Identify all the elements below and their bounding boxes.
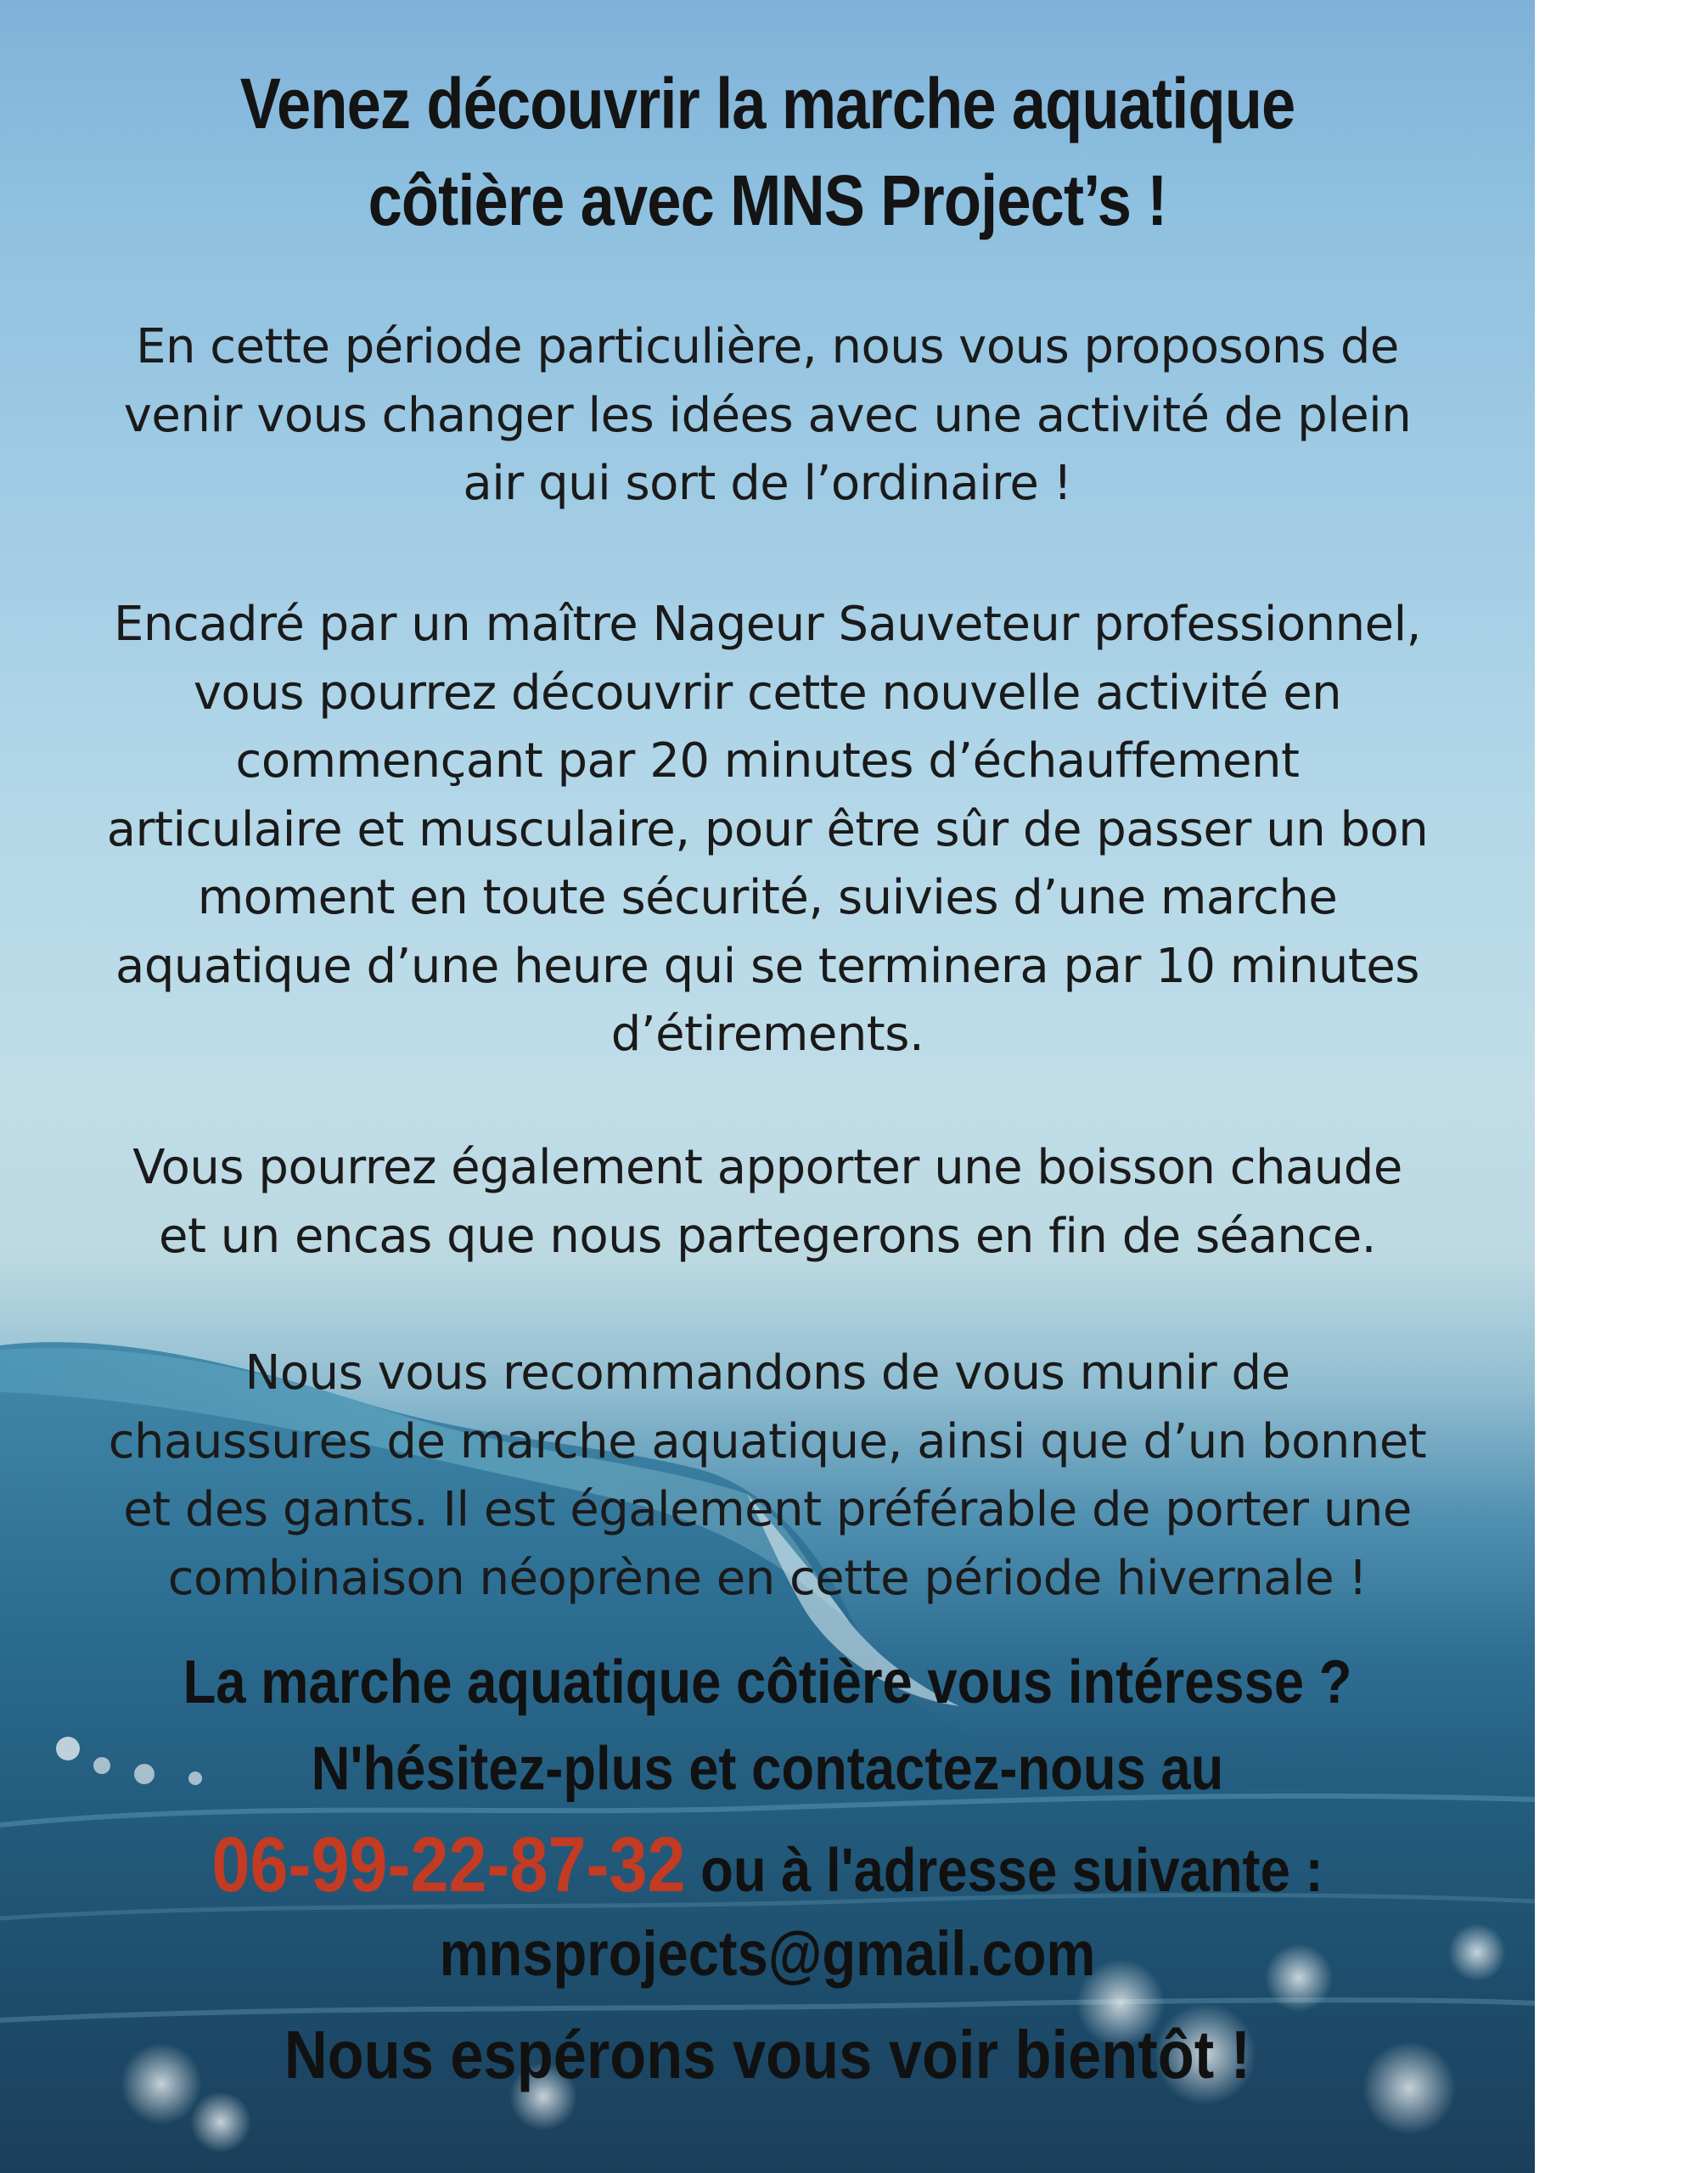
cta-contact: N'hésitez-plus et contactez-nous au — [311, 1735, 1224, 1803]
details-line: d’étirements. — [610, 1007, 924, 1062]
equipment-line: Nous vous recommandons de vous munir de — [244, 1345, 1290, 1401]
intro-line: En cette période particulière, nous vous proposons de — [136, 319, 1399, 374]
cta-phone-line — [137, 1818, 1397, 1918]
phone-number[interactable]: 06-99-22-87-32 — [211, 1822, 686, 1908]
equipment-line: chaussures de marche aquatique, ainsi que d’un bonnet — [108, 1413, 1427, 1469]
intro-paragraph — [59, 313, 1475, 519]
details-line: moment en toute sécurité, suivies d’une marche — [197, 870, 1338, 925]
cta-signoff: Nous espérons vous voir bientôt ! — [284, 2017, 1251, 2092]
snack-line: Vous pourrez également apporter une boisson chaude — [132, 1140, 1402, 1195]
snack-paragraph — [59, 1134, 1475, 1271]
email-address[interactable]: mnsprojects@gmail.com — [439, 1918, 1096, 1989]
address-intro: ou à l'adresse suivante : — [685, 1837, 1323, 1905]
cta-question: La marche aquatique côtière vous intéresse ? — [183, 1648, 1352, 1716]
details-line: Encadré par un maître Nageur Sauveteur professionnel, — [114, 597, 1421, 652]
equipment-line: et des gants. Il est également préférable de porter une — [123, 1482, 1412, 1537]
intro-line: air qui sort de l’ordinaire ! — [463, 456, 1072, 511]
intro-line: venir vous changer les idées avec une activité de plein — [123, 387, 1412, 443]
equipment-paragraph — [59, 1339, 1475, 1613]
flyer-title-line-1: Venez découvrir la marche aquatique — [239, 64, 1295, 143]
flyer-title-line-2: côtière avec MNS Project’s ! — [368, 160, 1167, 240]
snack-line: et un encas que nous partegerons en fin de séance. — [159, 1208, 1376, 1264]
details-line: commençant par 20 minutes d’échauffement — [235, 733, 1300, 789]
details-paragraph — [59, 591, 1475, 1070]
equipment-line: combinaison néoprène en cette période hivernale ! — [167, 1550, 1368, 1606]
details-line: vous pourrez découvrir cette nouvelle activité en — [193, 665, 1342, 721]
details-line: articulaire et musculaire, pour être sûr de passer un bon — [106, 801, 1429, 857]
details-line: aquatique d’une heure qui se terminera par 10 minutes — [115, 938, 1419, 994]
